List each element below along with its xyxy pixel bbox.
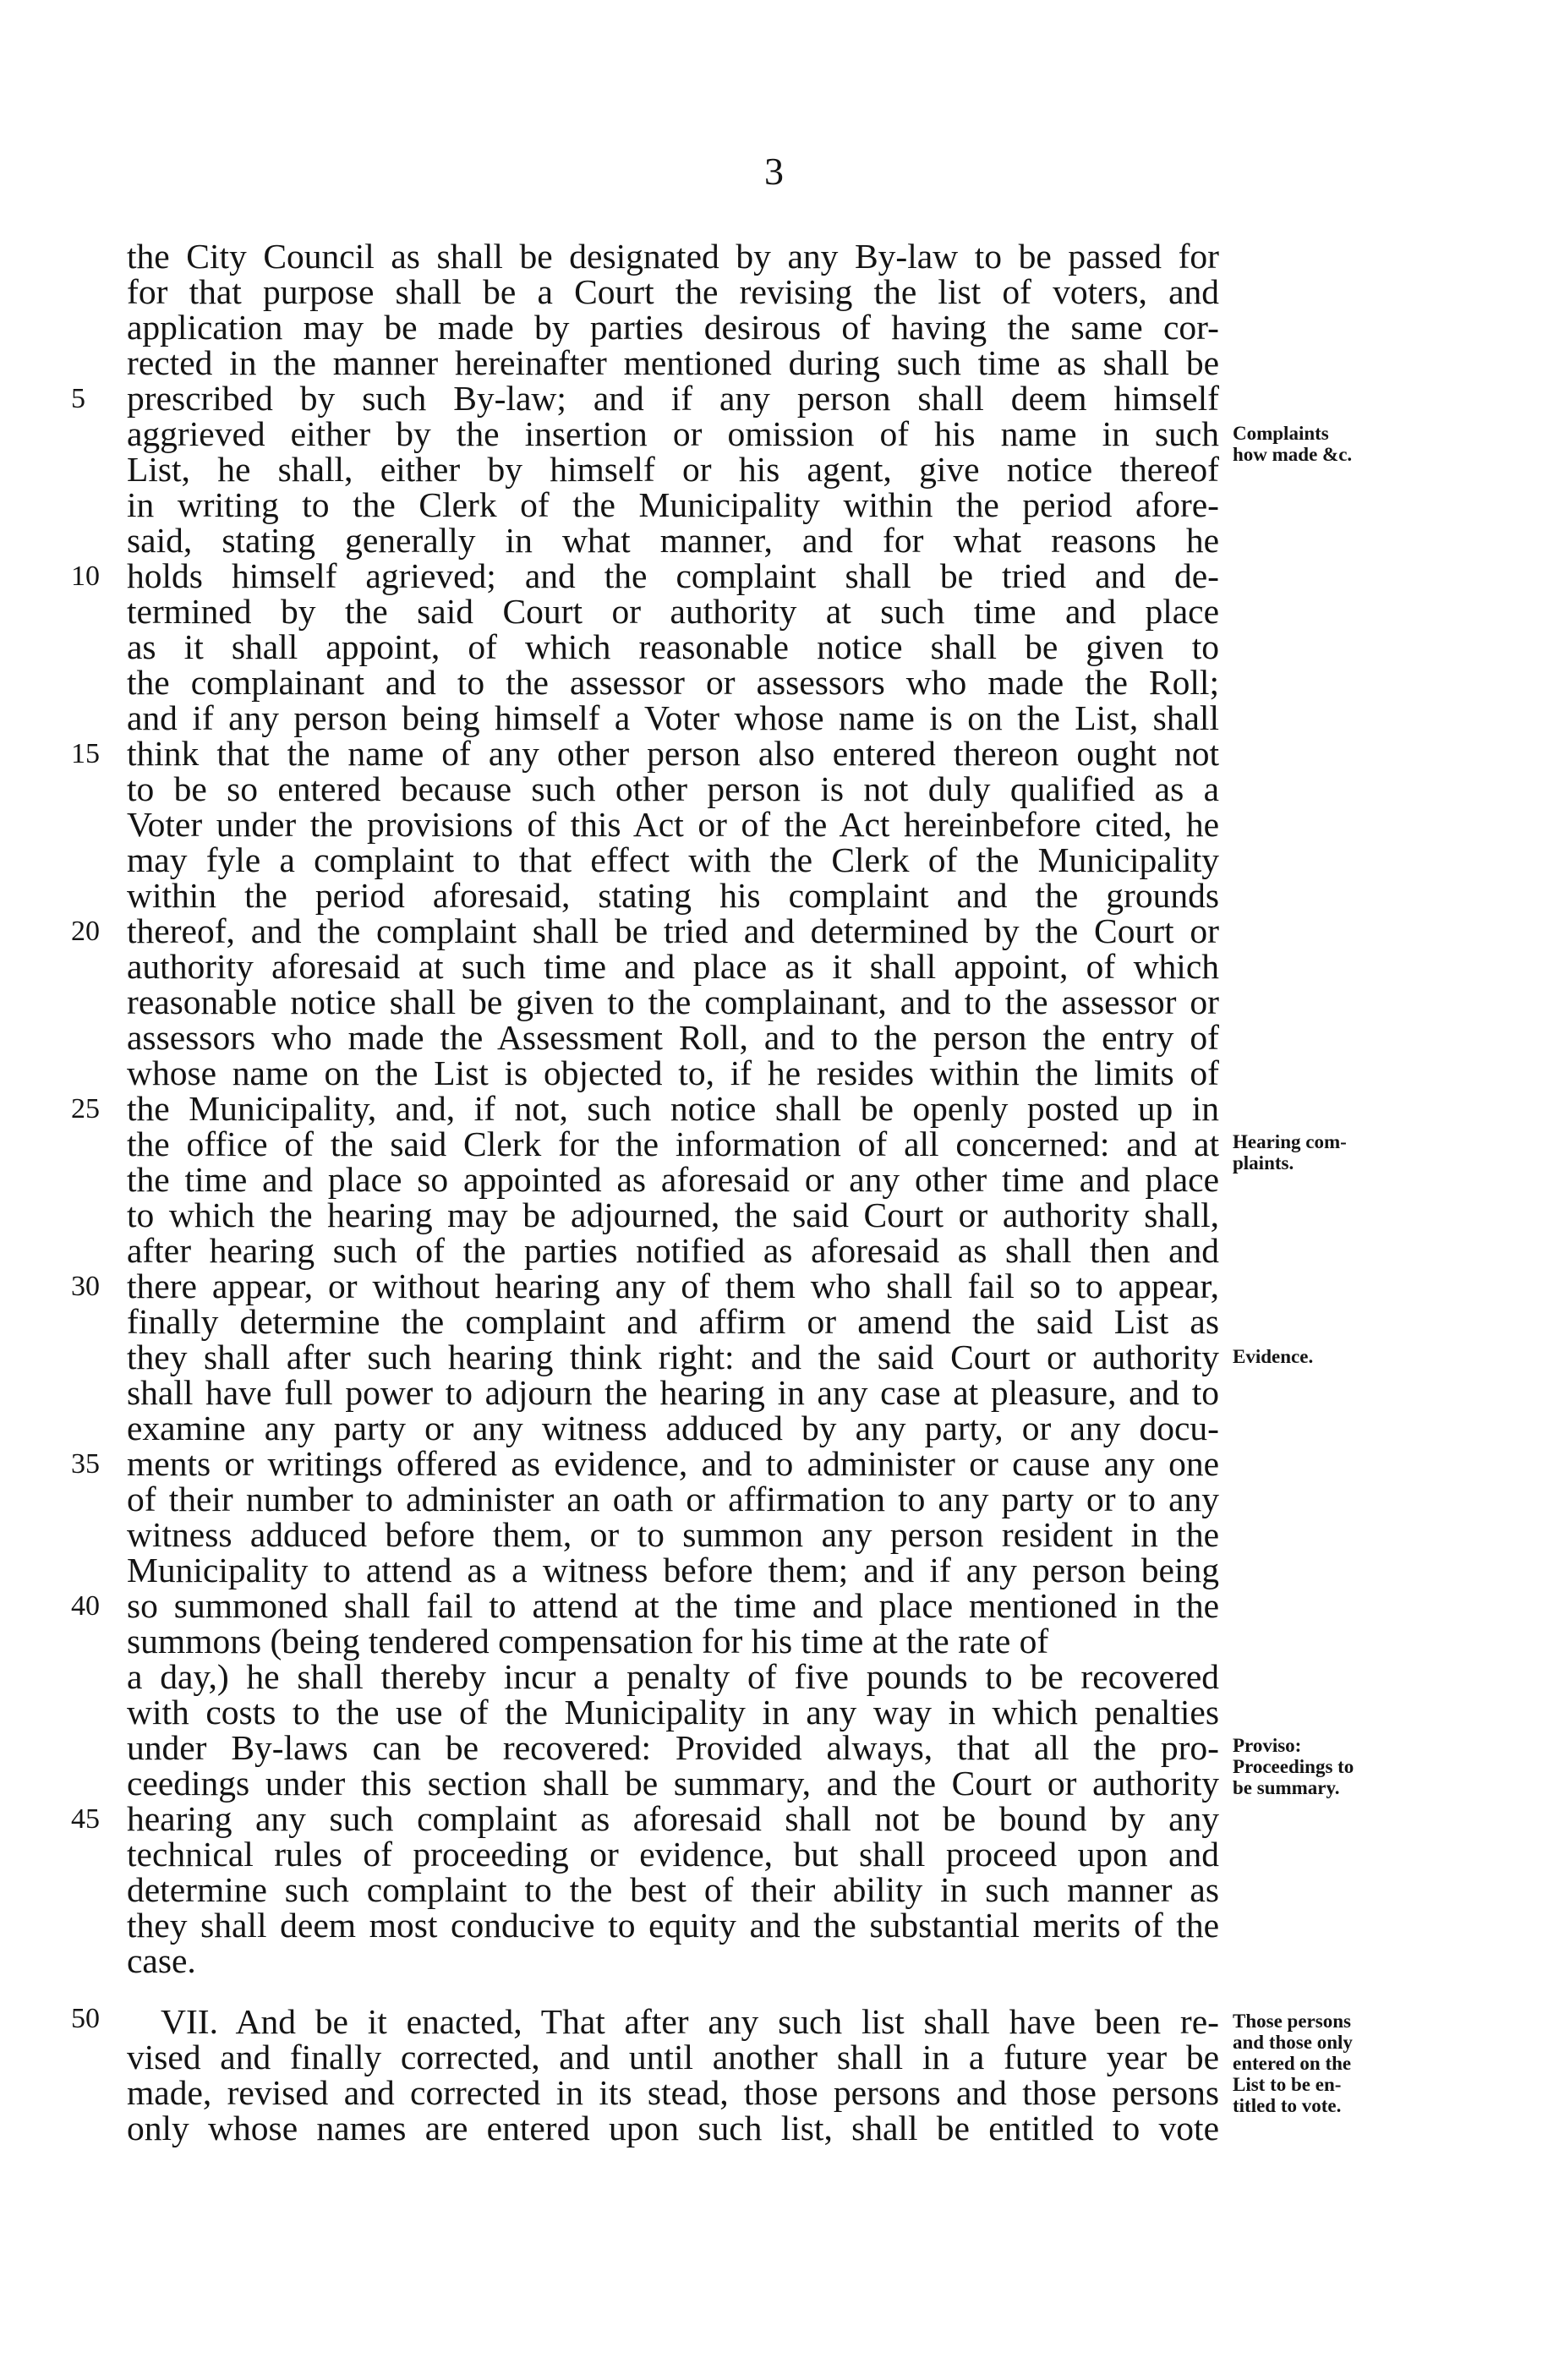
text-line: whose name on the List is objected to, if he resides within the limits of — [127, 1053, 1219, 1092]
text-line: prescribed by such By-law; and if any person shall deem himself — [127, 379, 1219, 418]
margin-note-voters: Those persons and those only entered on the List to be en- titled to vote. — [1233, 2011, 1353, 2116]
text-line: after hearing such of the parties notified as aforesaid as shall then and — [127, 1231, 1219, 1270]
text-line: to be so entered because such other person is not duly qualified as a — [127, 769, 1219, 808]
text-line: only whose names are entered upon such list, shall be entitled to vote — [127, 2109, 1219, 2147]
text-line: the time and place so appointed as aforesaid or any other time and place — [127, 1160, 1219, 1199]
text-line: case. — [127, 1941, 196, 1980]
text-line: reasonable notice shall be given to the complainant, and to the assessor or — [127, 982, 1219, 1021]
text-line: Voter under the provisions of this Act or of the Act hereinbefore cited, he — [127, 805, 1219, 844]
text-line: technical rules of proceeding or evidence, but shall proceed upon and — [127, 1835, 1219, 1874]
text-line: rected in the manner hereinafter mentioned during such time as shall be — [127, 343, 1219, 382]
line-number: 20 — [71, 916, 100, 947]
text-line: said, stating generally in what manner, and for what reasons he — [127, 521, 1219, 560]
text-line: determine such complaint to the best of their ability in such manner as — [127, 1870, 1219, 1909]
text-line: in writing to the Clerk of the Municipality within the period afore- — [127, 485, 1219, 524]
text-line: think that the name of any other person also entered thereon ought not — [127, 734, 1219, 773]
text-line: and if any person being himself a Voter whose name is on the List, shall — [127, 698, 1219, 737]
line-number: 35 — [71, 1448, 100, 1480]
text-line: summons (being tendered compensation for his time at the rate of — [127, 1622, 1049, 1661]
text-line: there appear, or without hearing any of them who shall fail so to appear, — [127, 1267, 1219, 1305]
text-line: assessors who made the Assessment Roll, and to the person the entry of — [127, 1018, 1219, 1057]
text-line: thereof, and the complaint shall be tried and determined by the Court or — [127, 911, 1219, 950]
text-line: application may be made by parties desirous of having the same cor- — [127, 308, 1219, 347]
text-line: vised and finally corrected, and until another shall in a future year be — [127, 2038, 1219, 2076]
margin-note-evidence: Evidence. — [1233, 1346, 1314, 1367]
text-line: hearing any such complaint as aforesaid shall not be bound by any — [127, 1799, 1219, 1838]
text-line: Municipality to attend as a witness before them; and if any person being — [127, 1551, 1219, 1589]
text-line: List, he shall, either by himself or his agent, give notice thereof — [127, 450, 1219, 489]
text-line: ceedings under this section shall be summary, and the Court or authority — [127, 1764, 1219, 1803]
text-line: for that purpose shall be a Court the revising the list of voters, and — [127, 272, 1219, 311]
line-number: 25 — [71, 1093, 100, 1124]
text-line: ments or writings offered as evidence, and to administer or cause any one — [127, 1444, 1219, 1483]
text-line: the Municipality, and, if not, such notice shall be openly posted up in — [127, 1089, 1219, 1128]
text-line: they shall after such hearing think right: and the said Court or authority — [127, 1338, 1219, 1376]
text-line: of their number to administer an oath or affirmation to any party or to any — [127, 1480, 1219, 1518]
line-number: 10 — [71, 561, 100, 592]
text-line: with costs to the use of the Municipality in any way in which penalties — [127, 1693, 1219, 1732]
margin-note-hearing: Hearing com- plaints. — [1233, 1131, 1347, 1174]
line-number: 30 — [71, 1271, 100, 1302]
line-number: 50 — [71, 2003, 100, 2034]
line-number: 45 — [71, 1803, 100, 1835]
text-line: VII. And be it enacted, That after any such list shall have been re- — [161, 2002, 1219, 2041]
line-number: 15 — [71, 738, 100, 769]
text-line: the complainant and to the assessor or assessors who made the Roll; — [127, 663, 1219, 702]
text-line: authority aforesaid at such time and place as it shall appoint, of which — [127, 947, 1219, 986]
text-line: the City Council as shall be designated by any By-law to be passed for — [127, 237, 1219, 276]
text-line: as it shall appoint, of which reasonable notice shall be given to — [127, 627, 1219, 666]
page-number: 3 — [764, 150, 784, 193]
text-line: shall have full power to adjourn the hearing in any case at pleasure, and to — [127, 1373, 1219, 1412]
text-line: finally determine the complaint and affirm or amend the said List as — [127, 1302, 1219, 1341]
text-line: termined by the said Court or authority at such time and place — [127, 592, 1219, 631]
text-line: under By-laws can be recovered: Provided always, that all the pro- — [127, 1728, 1219, 1767]
line-number: 5 — [71, 383, 85, 414]
text-line: the office of the said Clerk for the information of all concerned: and at — [127, 1124, 1219, 1163]
text-line: made, revised and corrected in its stead, those persons and those persons — [127, 2073, 1219, 2112]
line-number: 40 — [71, 1590, 100, 1622]
text-line: may fyle a complaint to that effect with the Clerk of the Municipality — [127, 840, 1219, 879]
text-line: aggrieved either by the insertion or omission of his name in such — [127, 414, 1219, 453]
text-line: to which the hearing may be adjourned, the said Court or authority shall, — [127, 1195, 1219, 1234]
margin-note-proviso: Proviso: Proceedings to be summary. — [1233, 1735, 1354, 1798]
text-line: witness adduced before them, or to summon any person resident in the — [127, 1515, 1219, 1554]
text-line: holds himself agrieved; and the complaint shall be tried and de- — [127, 556, 1219, 595]
text-line: a day,) he shall thereby incur a penalty of five pounds to be recovered — [127, 1657, 1219, 1696]
text-line: they shall deem most conducive to equity and the substantial merits of the — [127, 1906, 1219, 1945]
text-line: so summoned shall fail to attend at the time and place mentioned in the — [127, 1586, 1219, 1625]
margin-note-complaints: Complaints how made &c. — [1233, 423, 1353, 465]
text-line: examine any party or any witness adduced by any party, or any docu- — [127, 1409, 1219, 1447]
text-line: within the period aforesaid, stating his complaint and the grounds — [127, 876, 1219, 915]
